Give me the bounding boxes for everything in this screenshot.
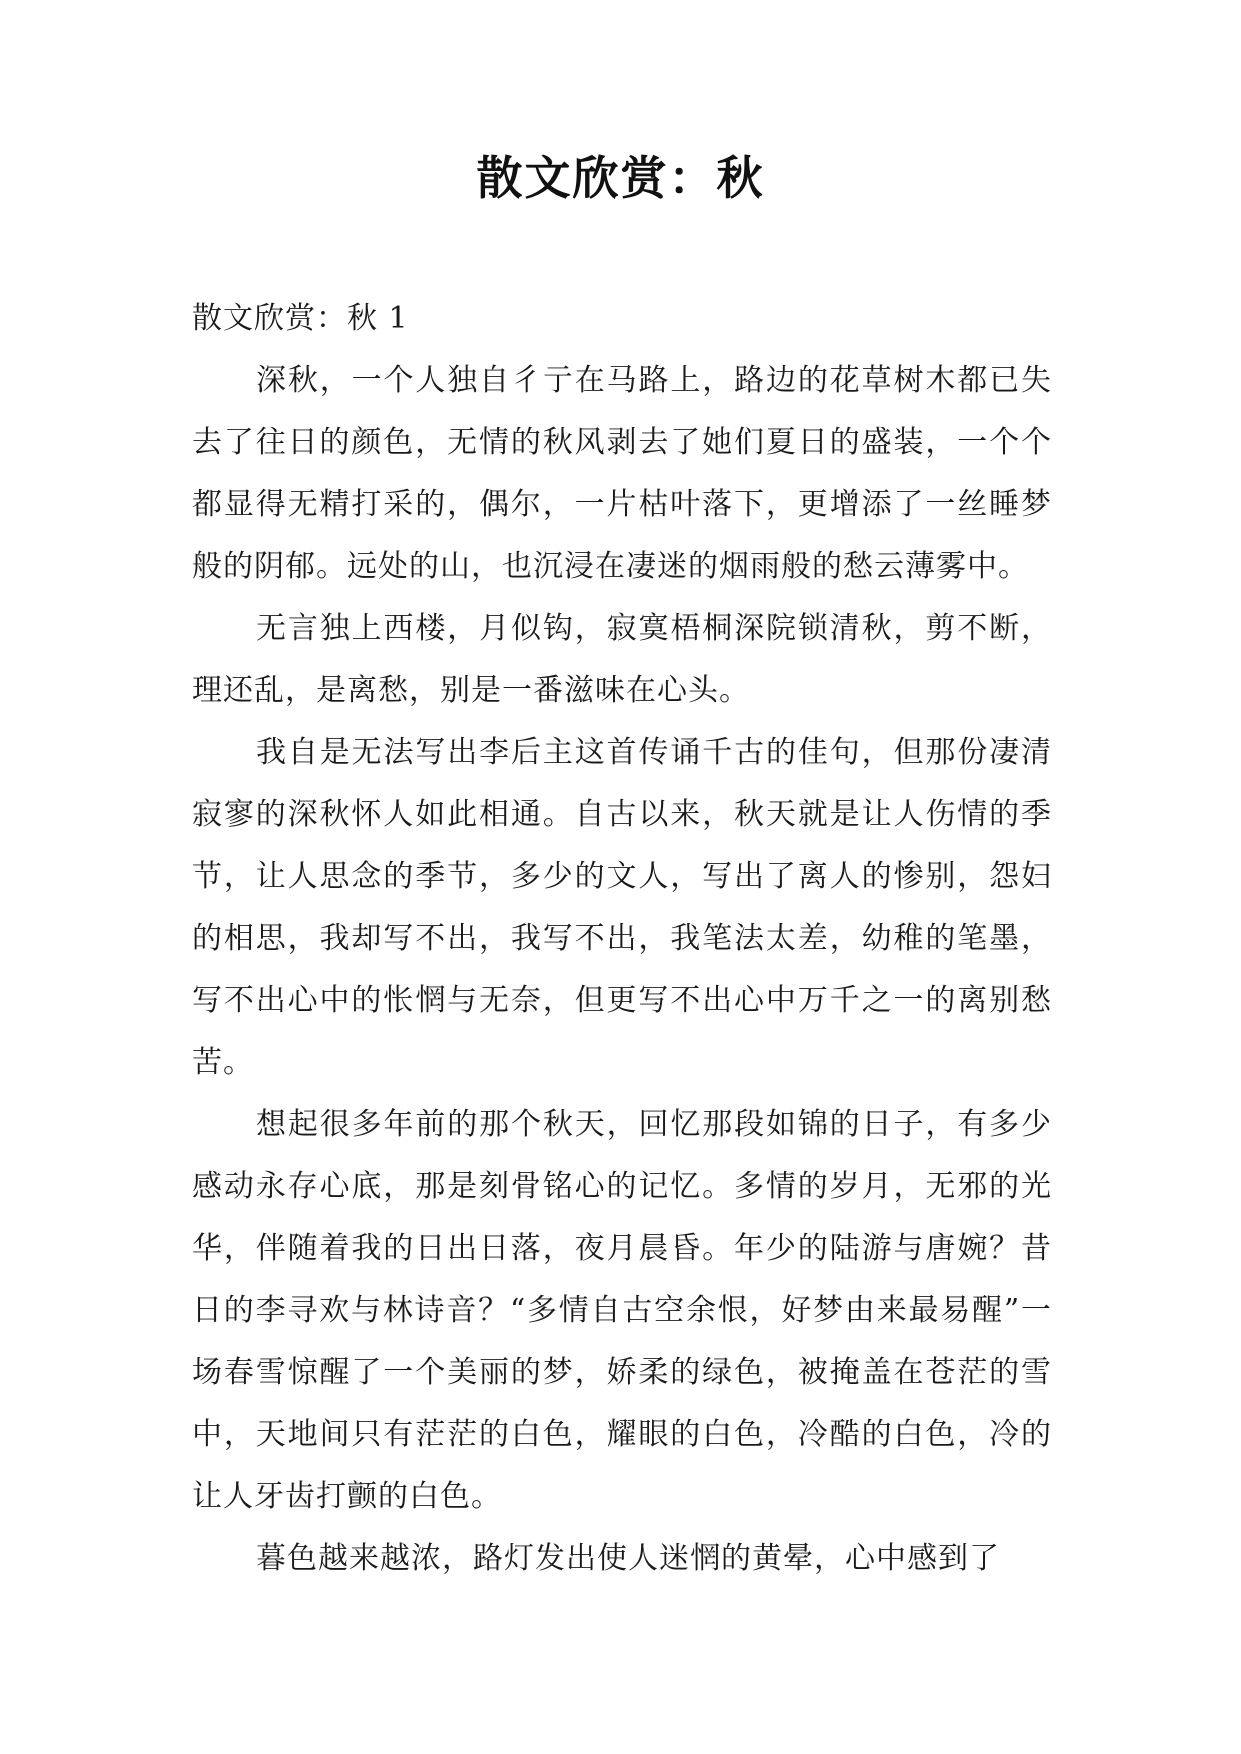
paragraph: 想起很多年前的那个秋天，回忆那段如锦的日子，有多少感动永存心底，那是刻骨铭心的记忆。多情的岁月，无邪的光华，伴随着我的日出日落，夜月晨昏。年少的陆游与唐婉？昔日的李寻欢与林诗音？“多情自古空余恨，好梦由来最易醒”一场春雪惊醒了一个美丽的梦，娇柔的绿色，被掩盖在苍茫的雪中，天地间只有茫茫的白色，耀眼的白色，冷酷的白色，冷的让人牙齿打颤的白色。	[192, 1107, 1052, 1514]
page-title: 散文欣赏：秋	[476, 151, 765, 205]
section-heading: 散文欣赏：秋 1	[192, 301, 409, 336]
document-body	[192, 288, 1052, 1590]
paragraph: 深秋，一个人独自彳亍在马路上，路边的花草树木都已失去了往日的颜色，无情的秋风剥去了她们夏日的盛装，一个个都显得无精打采的，偶尔，一片枯叶落下，更增添了一丝睡梦般的阴郁。远处的山，也沉浸在凄迷的烟雨般的愁云薄雾中。	[192, 363, 1052, 584]
paragraph: 暮色越来越浓，路灯发出使人迷惘的黄晕，心中感到了	[256, 1541, 1000, 1576]
paragraph: 无言独上西楼，月似钩，寂寞梧桐深院锁清秋，剪不断，理还乱，是离愁，别是一番滋味在心头。	[192, 611, 1052, 708]
paragraph: 我自是无法写出李后主这首传诵千古的佳句，但那份凄清寂寥的深秋怀人如此相通。自古以来，秋天就是让人伤情的季节，让人思念的季节，多少的文人，写出了离人的惨别，怨妇的相思，我却写不出，我写不出，我笔法太差，幼稚的笔墨，写不出心中的怅惘与无奈，但更写不出心中万千之一的离别愁苦。	[192, 735, 1052, 1080]
